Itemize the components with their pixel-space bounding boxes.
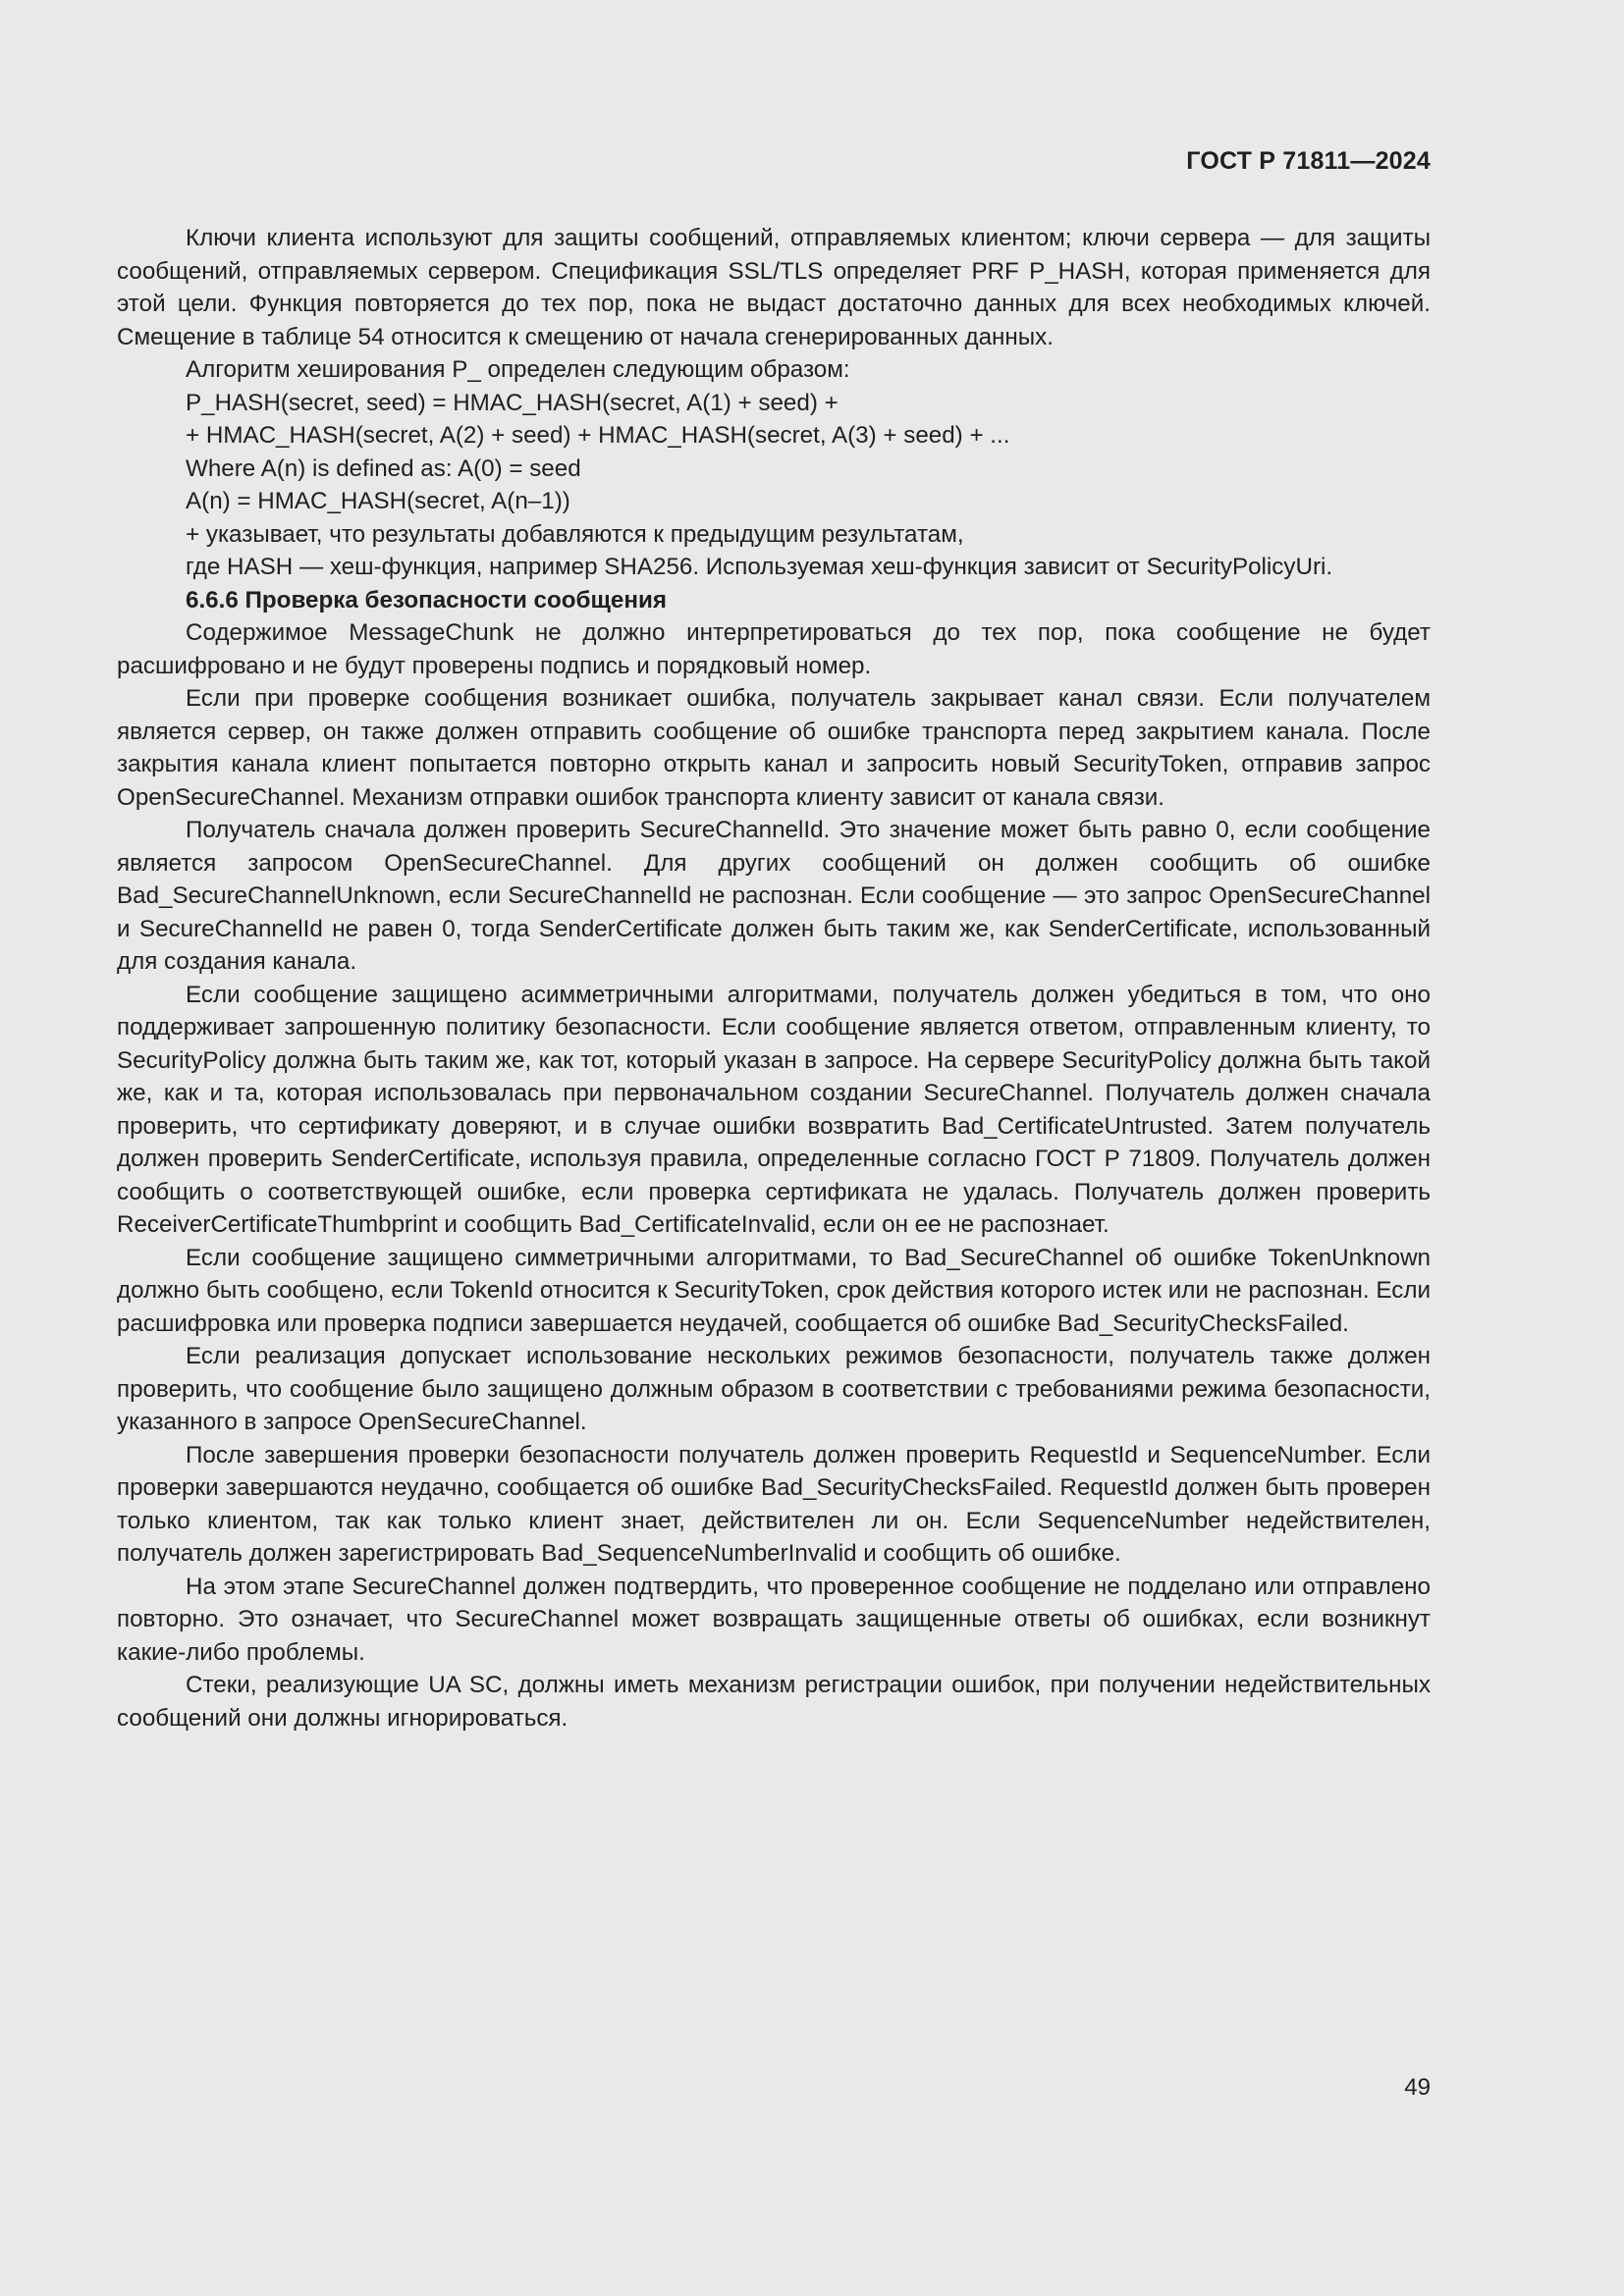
paragraph-securechannel-confirm: На этом этапе SecureChannel должен подтвердить, что проверенное сообщение не подделано или отправлено повторно. Это означает, что SecureChannel может возвращать защищенные ответы об ошибках, если возникнут какие-либо проблемы. [117,1573,1431,1666]
paragraph-error-handling: Если при проверке сообщения возникает ошибка, получатель закрывает канал связи. Если получателем является сервер, он также должен отправить сообщение об ошибке транспорта перед закрытием канала. После закрытия канала клиент попытается повторно открыть канал и запросить новый SecurityToken, отправив запрос OpenSecureChannel. Механизм отправки ошибок транспорта клиенту зависит от канала связи. [117,685,1431,811]
page-body [117,222,1431,1735]
paragraph-security-modes: Если реализация допускает использование нескольких режимов безопасности, получатель также должен проверить, что сообщение было защищено должным образом в соответствии с требованиями режима безопасности, указанного в запросе OpenSecureChannel. [117,1343,1431,1435]
paragraph-requestid: После завершения проверки безопасности получатель должен проверить RequestId и SequenceNumber. Если проверки завершаются неудачно, сообщается об ошибке Bad_SecurityChecksFailed. RequestId должен быть проверен только клиентом, так как только клиент знает, действителен ли он. Если SequenceNumber недействителен, получатель должен зарегистрировать Bad_SequenceNumberInvalid и сообщить об ошибке. [117,1441,1431,1567]
formula-line-2: + HMAC_HASH(secret, A(2) + seed) + HMAC_HASH(secret, A(3) + seed) + ... [186,422,1010,449]
paragraph-asymmetric: Если сообщение защищено асимметричными алгоритмами, получатель должен убедиться в том, что оно поддерживает запрошенную политику безопасности. Если сообщение является ответом, отправленным клиенту, то SecurityPolicy должна быть таким же, как тот, который указан в запросе. На сервере SecurityPolicy должна быть такой же, как и та, которая использовалась при первоначальном создании SecureChannel. Получатель должен сначала проверить, что сертификату доверяют, и в случае ошибки возвратить Bad_CertificateUntrusted. Затем получатель должен проверить SenderCertificate, используя правила, определенные согласно ГОСТ Р 71809. Получатель должен сообщить о соответствующей ошибке, если проверка сертификата не удалась. Получатель должен проверить ReceiverCertificateThumbprint и сообщить Bad_CertificateInvalid, если он ее не распознает. [117,981,1431,1238]
section-heading: 6.6.6 Проверка безопасности сообщения [186,586,667,614]
paragraph-hash-definition: где HASH — хеш-функция, например SHA256. Используемая хеш-функция зависит от SecurityPolicyUri. [186,554,1333,580]
paragraph-keys: Ключи клиента используют для защиты сообщений, отправляемых клиентом; ключи сервера — для защиты сообщений, отправляемых сервером. Спецификация SSL/TLS определяет PRF P_HASH, которая применяется для этой цели. Функция повторяется до тех пор, пока не выдаст достаточно данных для всех необходимых ключей. Смещение в таблице 54 относится к смещению от начала сгенерированных данных. [117,225,1431,350]
paragraph-hash-algorithm: Алгоритм хеширования P_ определен следующим образом: [186,356,850,383]
paragraph-securechannelid: Получатель сначала должен проверить SecureChannelId. Это значение может быть равно 0, если сообщение является запросом OpenSecureChannel. Для других сообщений он должен сообщить об ошибке Bad_SecureChannelUnknown, если SecureChannelId не распознан. Если сообщение — это запрос OpenSecureChannel и SecureChannelId не равен 0, тогда SenderCertificate должен быть таким же, как SenderCertificate, использованный для создания канала. [117,817,1431,975]
formula-line-3: Where A(n) is defined as: A(0) = seed [186,454,581,482]
paragraph-stacks: Стеки, реализующие UA SC, должны иметь механизм регистрации ошибок, при получении недействительных сообщений они должны игнорироваться. [117,1672,1431,1732]
formula-note: + указывает, что результаты добавляются к предыдущим результатам, [186,520,964,548]
standard-designation: ГОСТ Р 71811—2024 [1186,147,1431,175]
paragraph-symmetric: Если сообщение защищено симметричными алгоритмами, то Bad_SecureChannel об ошибке TokenUnknown должно быть сообщено, если TokenId относится к SecurityToken, срок действия которого истек или не распознан. Если расшифровка или проверка подписи завершается неудачей, сообщается об ошибке Bad_SecurityChecksFailed. [117,1244,1431,1337]
paragraph-messagechunk: Содержимое MessageChunk не должно интерпретироваться до тех пор, пока сообщение не будет расшифровано и не будут проверены подпись и порядковый номер. [117,619,1431,679]
formula-line-4: A(n) = HMAC_HASH(secret, A(n–1)) [186,488,570,514]
page-number: 49 [1404,2074,1431,2101]
formula-line-1: P_HASH(secret, seed) = HMAC_HASH(secret, A(1) + seed) + [186,389,839,416]
